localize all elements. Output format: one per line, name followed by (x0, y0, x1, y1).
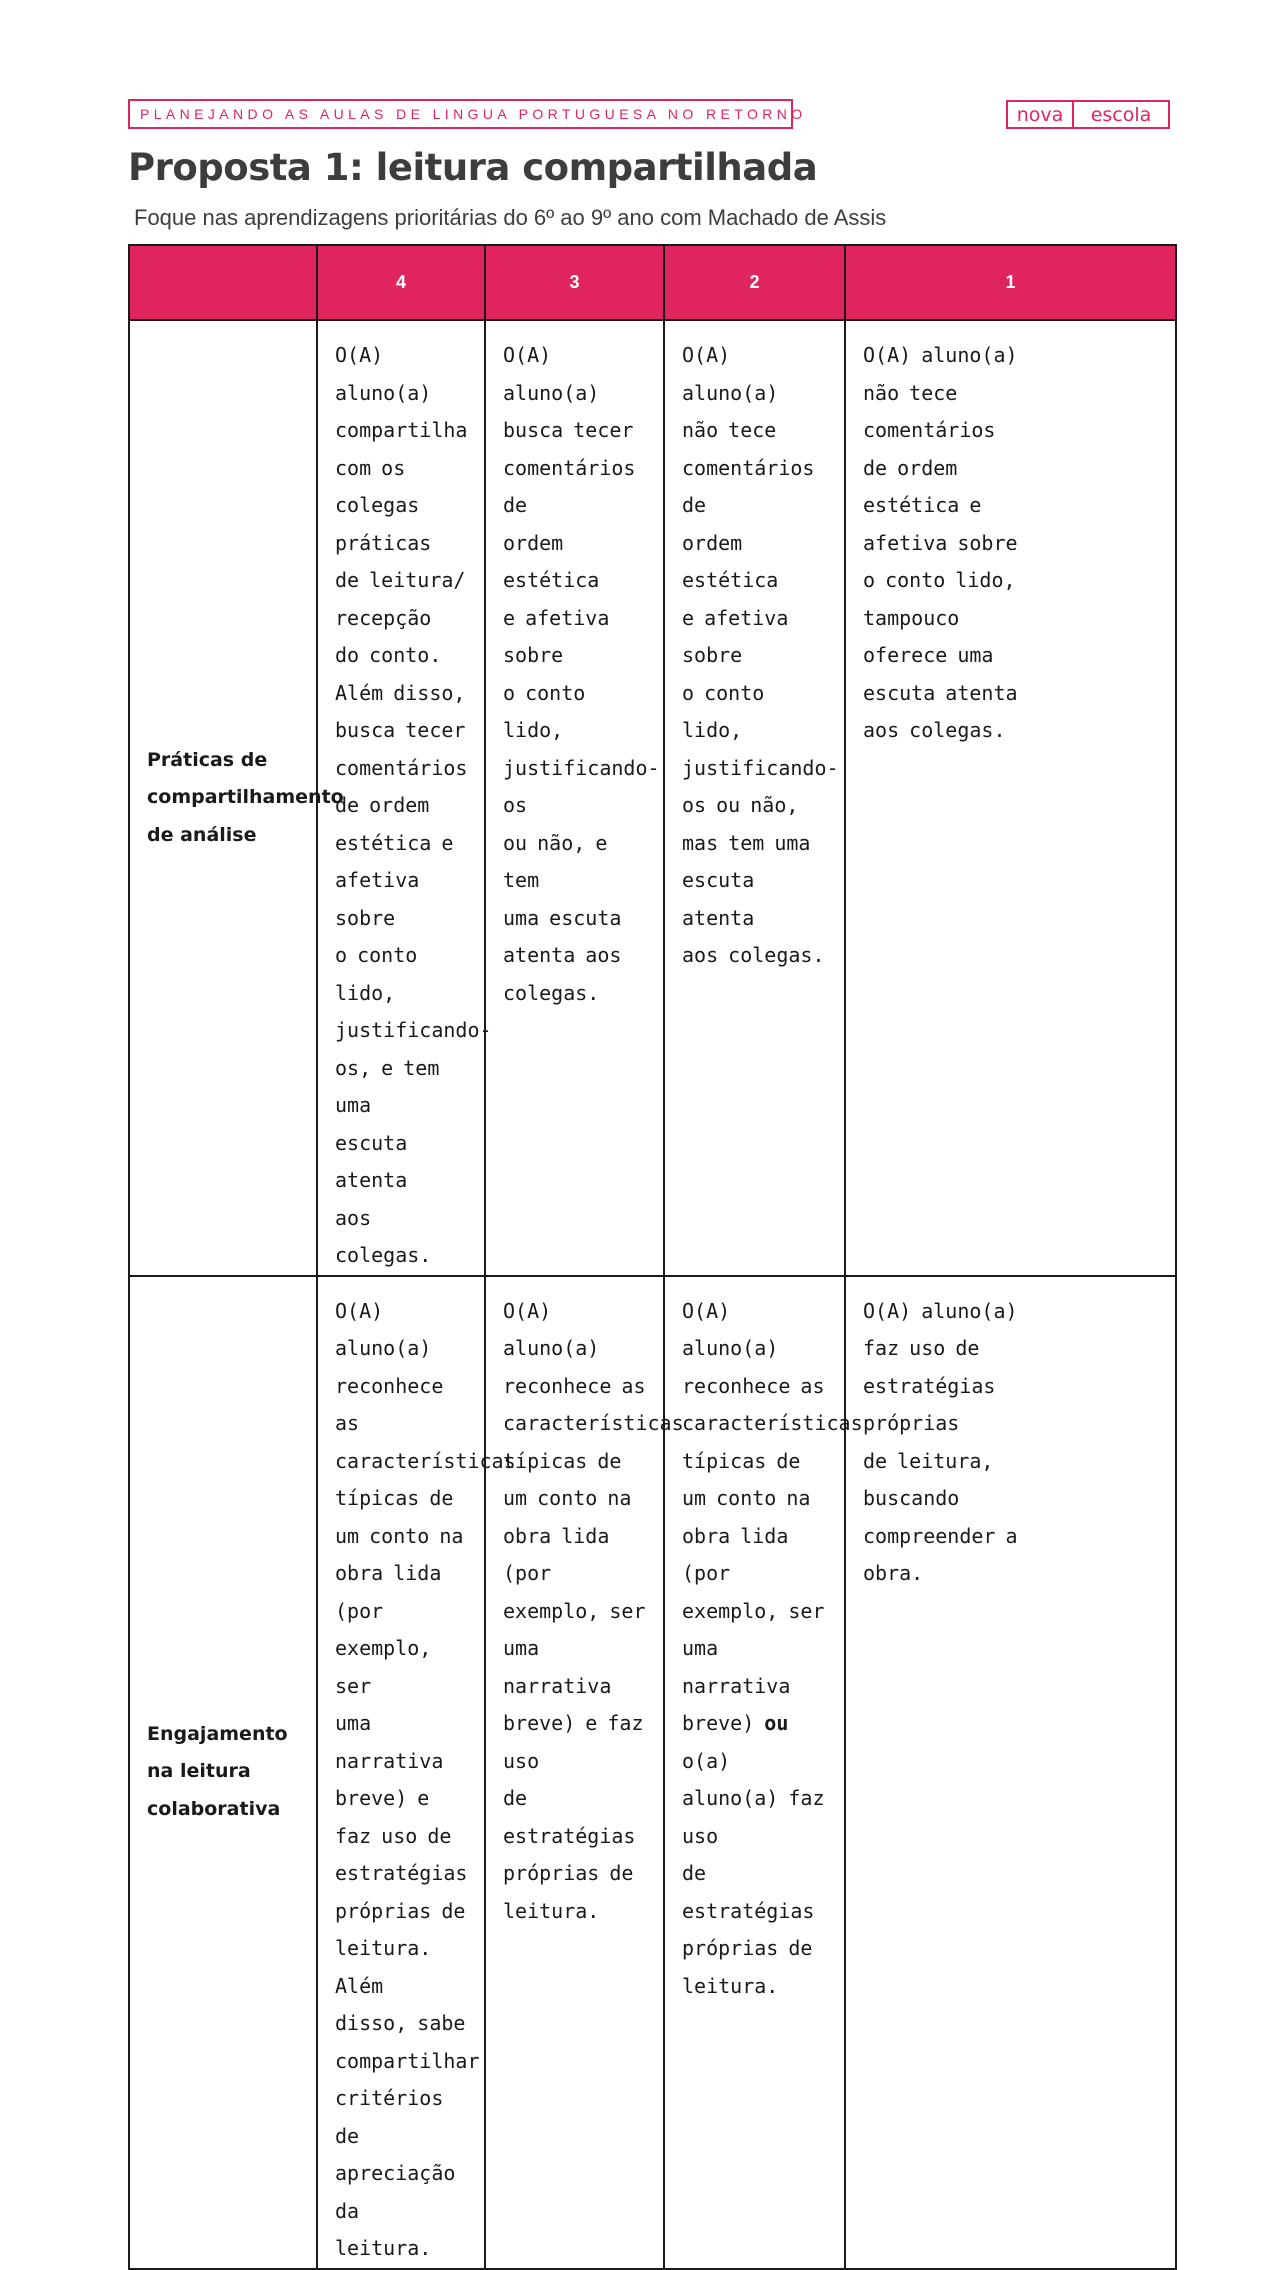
table-cell (485, 320, 664, 1276)
page-subtitle: Foque nas aprendizagens prioritárias do 6º ao 9º ano com Machado de Assis (134, 205, 887, 230)
table-row (129, 320, 1176, 1276)
cell-text: O(A) aluno(a) não tece comentários de ordem estética e afetiva sobre o conto lido, justificando- os ou não, mas tem uma escuta atenta aos colegas. (682, 343, 839, 967)
logo-text-escola: escola (1090, 103, 1152, 126)
cell-text (682, 1293, 863, 2006)
row-label-praticas (129, 320, 344, 1276)
table-cell (845, 1276, 1176, 2269)
cell-text-part: o(a) aluno(a) faz uso de estratégias próprias de leitura. (682, 1748, 825, 1998)
rubric-table (128, 244, 1177, 2270)
table-cell (485, 1276, 684, 2269)
table-cell (664, 1276, 863, 2269)
cell-text: O(A) aluno(a) faz uso de estratégias próprias de leitura, buscando compreender a obra. (863, 1298, 1018, 1585)
header-cell-level-4: 4 (317, 245, 485, 320)
page-title: Proposta 1: leitura compartilhada (128, 146, 818, 189)
row-label-text: Engajamento na leitura colaborativa (147, 1722, 288, 1820)
nova-escola-logo (1006, 100, 1170, 129)
header-cell-level-2: 2 (664, 245, 845, 320)
header-cell-level-3: 3 (485, 245, 664, 320)
table-cell (664, 320, 845, 1276)
cell-text: O(A) aluno(a) compartilha com os colegas práticas de leitura/ recepção do conto. Além disso, busca tecer comentários de ordem estética e afetiva sobre o conto lido, justificando- os, e tem uma escuta atenta aos colegas. (335, 343, 492, 1267)
cell-text: O(A) aluno(a) reconhece as características típicas de um conto na obra lida (por exemplo, ser uma narrativa breve) e faz uso de estratégias próprias de leitura. (503, 1298, 684, 1923)
cell-text: O(A) aluno(a) reconhece as características típicas de um conto na obra lida (por exemplo, ser uma narrativa breve) e faz uso de estratégias próprias de leitura. Além disso, sabe compartilhar critérios de apreciação da leitura. (335, 1298, 516, 2260)
rubric-header-row (129, 245, 1176, 320)
cell-text-part: O(A) aluno(a) reconhece as características típicas de um conto na obra lida (por exemplo, ser uma narrativa breve) (682, 1298, 863, 1735)
cell-text: O(A) aluno(a) não tece comentários de ordem estética e afetiva sobre o conto lido, tampouco oferece uma escuta atenta aos colegas. (863, 343, 1018, 742)
cell-text: O(A) aluno(a) busca tecer comentários de ordem estética e afetiva sobre o conto lido, justificando-os ou não, e tem uma escuta atenta aos colegas. (503, 343, 660, 1005)
emphasis-text: ou (764, 1711, 789, 1735)
row-label-text: Práticas de compartilhamento de análise (147, 748, 344, 846)
row-label-engajamento (129, 1276, 317, 2269)
table-cell (845, 320, 1176, 1276)
table-cell (317, 1276, 516, 2269)
logo-text-nova: nova (1008, 102, 1074, 127)
table-row (129, 1276, 1176, 2269)
header-cell-criteria (129, 245, 317, 320)
document-header-tag: PLANEJANDO AS AULAS DE LINGUA PORTUGUESA NO RETORNO (128, 99, 793, 129)
header-cell-level-1: 1 (845, 245, 1176, 320)
table-cell (317, 320, 492, 1276)
